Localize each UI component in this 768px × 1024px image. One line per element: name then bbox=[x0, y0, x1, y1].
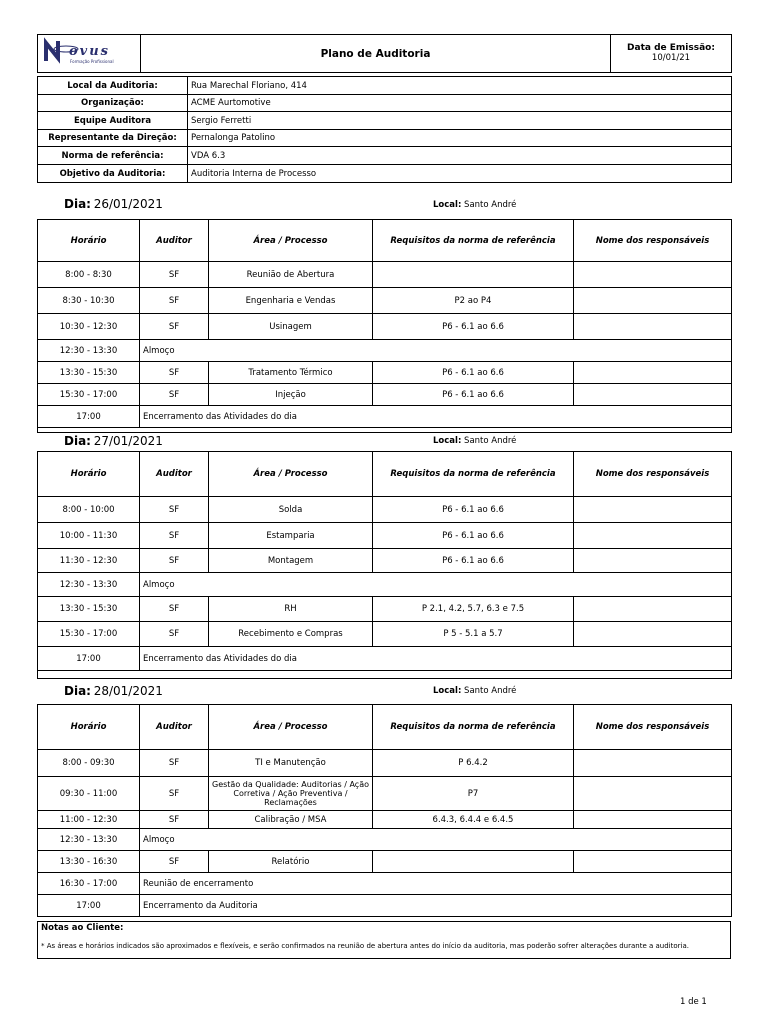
requirement-cell: P6 - 6.1 ao 6.6 bbox=[373, 497, 574, 523]
note-cell: Encerramento das Atividades do dia bbox=[140, 406, 732, 428]
area-cell: Recebimento e Compras bbox=[209, 622, 373, 647]
column-header: Área / Processo bbox=[209, 705, 373, 750]
note-cell: Encerramento das Atividades do dia bbox=[140, 647, 732, 671]
area-cell: Tratamento Térmico bbox=[209, 362, 373, 384]
page-number: 1 de 1 bbox=[680, 997, 707, 1007]
column-header: Requisitos da norma de referência bbox=[373, 220, 574, 262]
location-label: Local: bbox=[433, 686, 462, 696]
day-location bbox=[433, 200, 516, 210]
document-header bbox=[37, 34, 732, 73]
note-cell: Encerramento da Auditoria bbox=[140, 895, 732, 917]
table-row bbox=[38, 314, 732, 340]
table-row bbox=[38, 647, 732, 671]
time-cell: 12:30 - 13:30 bbox=[38, 573, 140, 597]
responsible-cell bbox=[574, 497, 732, 523]
area-cell: Usinagem bbox=[209, 314, 373, 340]
auditor-cell: SF bbox=[140, 622, 209, 647]
schedule-table-day-2 bbox=[37, 451, 732, 679]
table-header-row bbox=[38, 452, 732, 497]
requirement-cell: P6 - 6.1 ao 6.6 bbox=[373, 523, 574, 549]
emission-label: Data de Emissão: bbox=[627, 43, 715, 54]
table-spacer-row bbox=[38, 428, 732, 433]
notes-text-cell bbox=[38, 934, 731, 959]
note-cell: Almoço bbox=[140, 829, 732, 851]
note-cell: Almoço bbox=[140, 573, 732, 597]
time-cell: 13:30 - 16:30 bbox=[38, 851, 140, 873]
page-title: Plano de Auditoria bbox=[141, 35, 611, 73]
column-header: Auditor bbox=[140, 705, 209, 750]
auditor-cell: SF bbox=[140, 384, 209, 406]
table-row bbox=[38, 362, 732, 384]
time-cell: 16:30 - 17:00 bbox=[38, 873, 140, 895]
time-cell: 09:30 - 11:00 bbox=[38, 777, 140, 811]
notes-bullet: * bbox=[41, 941, 45, 950]
responsible-cell bbox=[574, 288, 732, 314]
emission-date-cell bbox=[611, 35, 732, 73]
table-row bbox=[38, 777, 732, 811]
column-header: Requisitos da norma de referência bbox=[373, 705, 574, 750]
info-label: Equipe Auditora bbox=[38, 112, 188, 130]
time-cell: 10:00 - 11:30 bbox=[38, 523, 140, 549]
area-cell: Gestão da Qualidade: Auditorias / Ação Corretiva / Ação Preventiva / Reclamações bbox=[209, 777, 373, 811]
time-cell: 8:30 - 10:30 bbox=[38, 288, 140, 314]
day-location bbox=[433, 436, 516, 446]
info-label: Norma de referência: bbox=[38, 147, 188, 165]
table-row bbox=[38, 811, 732, 829]
responsible-cell bbox=[574, 262, 732, 288]
table-row bbox=[38, 384, 732, 406]
column-header: Requisitos da norma de referência bbox=[373, 452, 574, 497]
responsible-cell bbox=[574, 597, 732, 622]
novus-logo-icon bbox=[42, 37, 136, 67]
requirement-cell: P6 - 6.1 ao 6.6 bbox=[373, 384, 574, 406]
info-value: Sergio Ferretti bbox=[188, 112, 732, 130]
day-label: Dia: bbox=[64, 684, 91, 698]
column-header: Auditor bbox=[140, 452, 209, 497]
table-header-row bbox=[38, 220, 732, 262]
area-cell: Estamparia bbox=[209, 523, 373, 549]
day-label: Dia: bbox=[64, 197, 91, 211]
area-cell: RH bbox=[209, 597, 373, 622]
auditor-cell: SF bbox=[140, 314, 209, 340]
requirement-cell: P 6.4.2 bbox=[373, 750, 574, 777]
time-cell: 8:00 - 09:30 bbox=[38, 750, 140, 777]
requirement-cell: P 2.1, 4.2, 5.7, 6.3 e 7.5 bbox=[373, 597, 574, 622]
auditor-cell: SF bbox=[140, 777, 209, 811]
day-location bbox=[433, 686, 516, 696]
time-cell: 17:00 bbox=[38, 406, 140, 428]
location-value: Santo André bbox=[464, 200, 517, 210]
time-cell: 12:30 - 13:30 bbox=[38, 340, 140, 362]
time-cell: 13:30 - 15:30 bbox=[38, 362, 140, 384]
responsible-cell bbox=[574, 777, 732, 811]
auditor-cell: SF bbox=[140, 262, 209, 288]
info-row bbox=[38, 77, 732, 95]
auditor-cell: SF bbox=[140, 362, 209, 384]
info-value: VDA 6.3 bbox=[188, 147, 732, 165]
location-value: Santo André bbox=[464, 686, 517, 696]
time-cell: 12:30 - 13:30 bbox=[38, 829, 140, 851]
emission-date: 10/01/21 bbox=[651, 52, 691, 63]
table-row bbox=[38, 523, 732, 549]
day-date: 26/01/2021 bbox=[93, 197, 163, 211]
auditor-cell: SF bbox=[140, 597, 209, 622]
time-cell: 8:00 - 8:30 bbox=[38, 262, 140, 288]
responsible-cell bbox=[574, 811, 732, 829]
time-cell: 13:30 - 15:30 bbox=[38, 597, 140, 622]
area-cell: Calibração / MSA bbox=[209, 811, 373, 829]
auditor-cell: SF bbox=[140, 750, 209, 777]
table-spacer-row bbox=[38, 671, 732, 679]
auditor-cell: SF bbox=[140, 811, 209, 829]
column-header: Nome dos responsáveis bbox=[574, 220, 732, 262]
requirement-cell: P2 ao P4 bbox=[373, 288, 574, 314]
time-cell: 11:00 - 12:30 bbox=[38, 811, 140, 829]
audit-info-table bbox=[37, 76, 732, 183]
auditor-cell: SF bbox=[140, 523, 209, 549]
requirement-cell bbox=[373, 851, 574, 873]
day-date: 27/01/2021 bbox=[93, 434, 163, 448]
requirement-cell: P6 - 6.1 ao 6.6 bbox=[373, 314, 574, 340]
responsible-cell bbox=[574, 384, 732, 406]
responsible-cell bbox=[574, 523, 732, 549]
notes-text: As áreas e horários indicados são aproximados e flexíveis, e serão confirmados na reunião de abertura antes do início da auditoria, mas poderão sofrer alterações durante a auditoria. bbox=[46, 941, 689, 950]
responsible-cell bbox=[574, 549, 732, 573]
requirement-cell: P 5 - 5.1 a 5.7 bbox=[373, 622, 574, 647]
info-label: Local da Auditoria: bbox=[38, 77, 188, 95]
auditor-cell: SF bbox=[140, 497, 209, 523]
table-row bbox=[38, 573, 732, 597]
info-label: Representante da Direção: bbox=[38, 130, 188, 147]
area-cell: Engenharia e Vendas bbox=[209, 288, 373, 314]
column-header: Nome dos responsáveis bbox=[574, 452, 732, 497]
location-label: Local: bbox=[433, 200, 462, 210]
responsible-cell bbox=[574, 314, 732, 340]
auditor-cell: SF bbox=[140, 288, 209, 314]
area-cell: Injeção bbox=[209, 384, 373, 406]
info-value: Rua Marechal Floriano, 414 bbox=[188, 77, 732, 95]
responsible-cell bbox=[574, 622, 732, 647]
info-row bbox=[38, 165, 732, 183]
area-cell: Solda bbox=[209, 497, 373, 523]
time-cell: 17:00 bbox=[38, 895, 140, 917]
note-cell: Almoço bbox=[140, 340, 732, 362]
client-notes bbox=[37, 921, 731, 959]
info-row bbox=[38, 112, 732, 130]
column-header: Área / Processo bbox=[209, 220, 373, 262]
auditor-cell: SF bbox=[140, 549, 209, 573]
auditor-cell: SF bbox=[140, 851, 209, 873]
requirement-cell: P6 - 6.1 ao 6.6 bbox=[373, 549, 574, 573]
info-label: Organização: bbox=[38, 95, 188, 112]
day-heading bbox=[64, 197, 163, 211]
table-row bbox=[38, 262, 732, 288]
column-header: Horário bbox=[38, 452, 140, 497]
info-label: Objetivo da Auditoria: bbox=[38, 165, 188, 183]
table-row bbox=[38, 750, 732, 777]
column-header: Horário bbox=[38, 705, 140, 750]
responsible-cell bbox=[574, 851, 732, 873]
notes-title: Notas ao Cliente: bbox=[38, 922, 731, 934]
time-cell: 15:30 - 17:00 bbox=[38, 384, 140, 406]
time-cell: 10:30 - 12:30 bbox=[38, 314, 140, 340]
day-heading bbox=[64, 434, 163, 448]
table-row bbox=[38, 549, 732, 573]
table-row bbox=[38, 497, 732, 523]
schedule-table-day-1 bbox=[37, 219, 732, 433]
column-header: Área / Processo bbox=[209, 452, 373, 497]
requirement-cell: P7 bbox=[373, 777, 574, 811]
location-value: Santo André bbox=[464, 436, 517, 446]
svg-text:Formação Profissional: Formação Profissional bbox=[70, 59, 114, 64]
column-header: Horário bbox=[38, 220, 140, 262]
info-row bbox=[38, 130, 732, 147]
info-value: Auditoria Interna de Processo bbox=[188, 165, 732, 183]
table-row bbox=[38, 851, 732, 873]
logo bbox=[38, 35, 141, 73]
table-row bbox=[38, 288, 732, 314]
column-header: Auditor bbox=[140, 220, 209, 262]
table-row bbox=[38, 622, 732, 647]
table-row bbox=[38, 597, 732, 622]
schedule-table-day-3 bbox=[37, 704, 732, 917]
table-header-row bbox=[38, 705, 732, 750]
time-cell: 8:00 - 10:00 bbox=[38, 497, 140, 523]
requirement-cell: 6.4.3, 6.4.4 e 6.4.5 bbox=[373, 811, 574, 829]
time-cell: 15:30 - 17:00 bbox=[38, 622, 140, 647]
info-row bbox=[38, 147, 732, 165]
day-date: 28/01/2021 bbox=[93, 684, 163, 698]
table-row bbox=[38, 873, 732, 895]
svg-text:ovus: ovus bbox=[69, 44, 110, 59]
responsible-cell bbox=[574, 750, 732, 777]
note-cell: Reunião de encerramento bbox=[140, 873, 732, 895]
area-cell: Relatório bbox=[209, 851, 373, 873]
area-cell: Montagem bbox=[209, 549, 373, 573]
requirement-cell: P6 - 6.1 ao 6.6 bbox=[373, 362, 574, 384]
table-row bbox=[38, 406, 732, 428]
time-cell: 17:00 bbox=[38, 647, 140, 671]
info-value: ACME Aurtomotive bbox=[188, 95, 732, 112]
location-label: Local: bbox=[433, 436, 462, 446]
column-header: Nome dos responsáveis bbox=[574, 705, 732, 750]
responsible-cell bbox=[574, 362, 732, 384]
table-row bbox=[38, 895, 732, 917]
area-cell: TI e Manutenção bbox=[209, 750, 373, 777]
info-row bbox=[38, 95, 732, 112]
day-label: Dia: bbox=[64, 434, 91, 448]
table-row bbox=[38, 340, 732, 362]
time-cell: 11:30 - 12:30 bbox=[38, 549, 140, 573]
info-value: Pernalonga Patolino bbox=[188, 130, 732, 147]
requirement-cell bbox=[373, 262, 574, 288]
table-row bbox=[38, 829, 732, 851]
day-heading bbox=[64, 684, 163, 698]
area-cell: Reunião de Abertura bbox=[209, 262, 373, 288]
